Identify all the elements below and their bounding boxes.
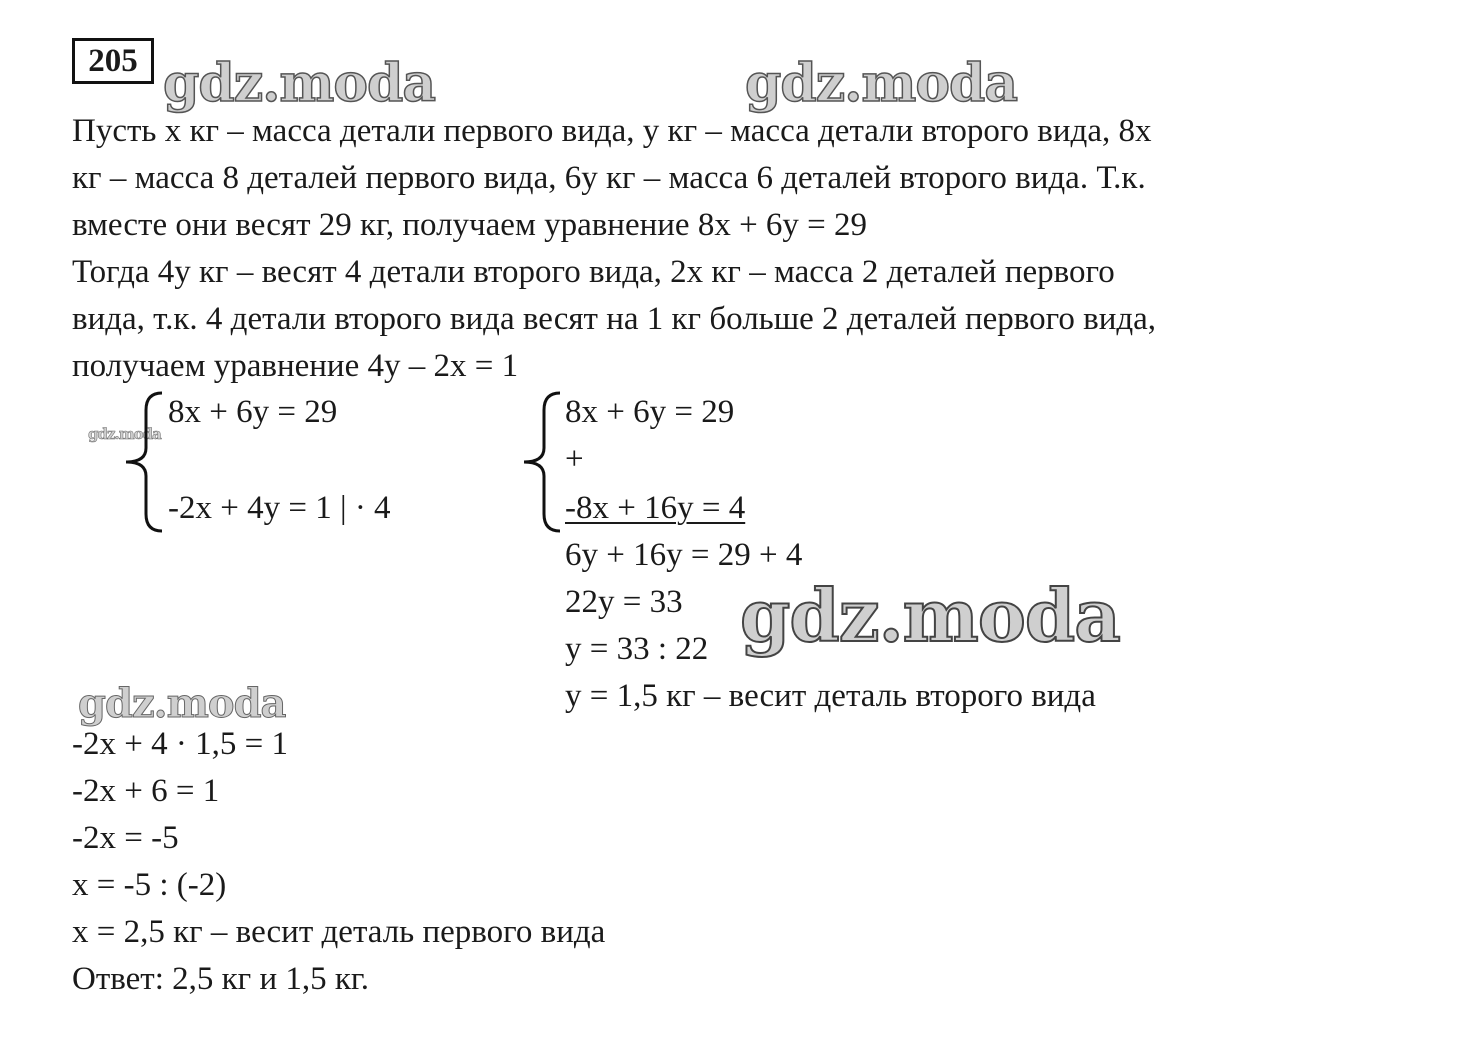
solution-x-line: -2x + 6 = 1 [72, 773, 220, 809]
watermark-logo: gdz.moda [163, 53, 436, 114]
paragraph-line: вида, т.к. 4 детали второго вида весят на 1 кг больше 2 деталей первого вида, [72, 301, 1157, 337]
watermark-logo: gdz.moda [88, 425, 161, 443]
solution-x-line: -2x = -5 [72, 820, 179, 856]
solution-x-line: x = 2,5 кг – весит деталь первого вида [72, 914, 606, 950]
right-system-brace [520, 390, 562, 535]
left-system-eq1: 8x + 6y = 29 [168, 394, 338, 430]
solution-y-line: 6y + 16y = 29 + 4 [565, 537, 803, 573]
answer-line: Ответ: 2,5 кг и 1,5 кг. [72, 961, 369, 997]
solution-y-line: 22y = 33 [565, 584, 683, 620]
problem-number: 205 [72, 38, 154, 84]
paragraph-line: вместе они весят 29 кг, получаем уравнение 8x + 6y = 29 [72, 207, 868, 243]
paragraph-line: кг – масса 8 деталей первого вида, 6y кг – масса 6 деталей второго вида. Т.к. [72, 160, 1146, 196]
solution-y-line: y = 1,5 кг – весит деталь второго вида [565, 678, 1096, 714]
paragraph-line: Пусть x кг – масса детали первого вида, y кг – масса детали второго вида, 8x [72, 113, 1152, 149]
left-system-brace [122, 390, 164, 535]
left-system-eq2: -2x + 4y = 1 | · 4 [168, 490, 391, 526]
right-system-eq1: 8x + 6y = 29 [565, 394, 735, 430]
watermark-logo: gdz.moda [745, 53, 1018, 114]
solution-x-line: x = -5 : (-2) [72, 867, 227, 903]
paragraph-line: Тогда 4y кг – весят 4 детали второго вида, 2x кг – масса 2 деталей первого [72, 254, 1115, 290]
watermark-logo: gdz.moda [78, 680, 286, 727]
paragraph-line: получаем уравнение 4y – 2x = 1 [72, 348, 519, 384]
right-system-eq2: -8x + 16y = 4 [565, 490, 746, 526]
solution-y-line: y = 33 : 22 [565, 631, 709, 667]
right-system-plus: + [565, 441, 584, 477]
solution-x-line: -2x + 4 · 1,5 = 1 [72, 726, 288, 762]
watermark-logo: gdz.moda [740, 573, 1120, 658]
